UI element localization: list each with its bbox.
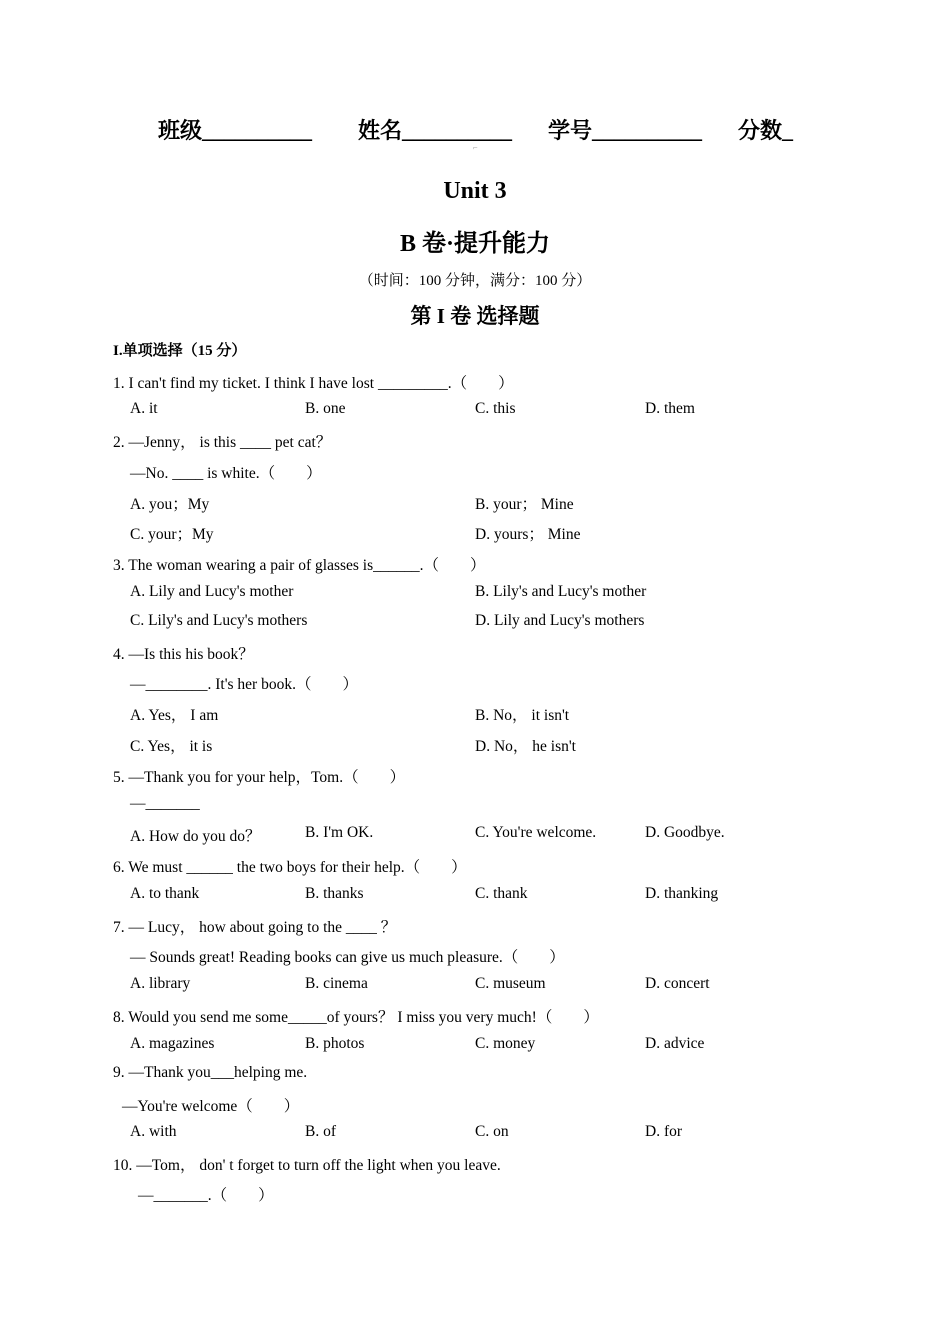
question-stem: 4. —Is this his book？ [113,646,254,663]
option-d: D. concert [645,975,710,992]
option-d: D. Lily and Lucy's mothers [475,612,645,629]
option-c: C. money [475,1035,536,1052]
option-c: C. your；My [130,526,214,543]
name-field-label: 姓名__________ [358,118,513,143]
question-stem: 3. The woman wearing a pair of glasses is______.（ ） [113,557,486,574]
question-stem: 2. —Jenny， is this ____ pet cat？ [113,434,332,451]
option-c: C. museum [475,975,546,992]
option-b: B. photos [305,1035,365,1052]
option-c: C. this [475,400,516,417]
question-stem: 7. — Lucy， how about going to the ____ ？ [113,919,397,936]
option-c: C. Lily's and Lucy's mothers [130,612,308,629]
question-stem: 10. —Tom， don' t forget to turn off the light when you leave. [113,1157,501,1174]
option-c: C. thank [475,885,528,902]
option-a: A. to thank [130,885,200,902]
question-stem: 1. I can't find my ticket. I think I have lost _________.（ ） [113,375,514,392]
option-d: D. for [645,1123,683,1140]
question-stem-line: —_______.（ ） [138,1187,274,1204]
option-b: B. I'm OK. [305,824,374,841]
question-stem: 6. We must ______ the two boys for their help.（ ） [113,859,467,876]
unit-title: Unit 3 [443,178,507,204]
question-stem: 9. —Thank you___helping me. [113,1064,308,1081]
question-stem-line: — Sounds great! Reading books can give us much pleasure.（ ） [130,949,565,966]
part-title: 第 I 卷 选择题 [410,304,540,328]
score-field-label: 分数_ [738,118,794,143]
option-a: A. magazines [130,1035,215,1052]
option-d: D. yours； Mine [475,526,581,543]
option-a: A. with [130,1123,177,1140]
option-b: B. Lily's and Lucy's mother [475,583,647,600]
option-a: A. Yes， I am [130,707,219,724]
paper-title: B 卷·提升能力 [399,231,550,257]
option-a: A. library [130,975,191,992]
student-id-field-label: 学号__________ [548,118,703,143]
time-info: （时间：100 分钟，满分：100 分） [358,273,592,289]
question-stem-line: —_______ [130,795,200,812]
question-stem-line: —________. It's her book.（ ） [130,676,358,693]
class-field-label: 班级__________ [158,118,313,143]
option-a: A. How do you do？ [130,828,261,845]
option-d: D. No， he isn't [475,738,576,755]
option-b: B. No， it isn't [475,707,570,724]
option-b: B. one [305,400,346,417]
option-d: D. thanking [645,885,719,902]
option-b: B. your； Mine [475,496,574,513]
option-c: C. You're welcome. [475,824,597,841]
option-b: B. cinema [305,975,368,992]
question-stem: 8. Would you send me some_____of yours？ I miss you very much!（ ） [113,1009,599,1026]
paragraph-mark: ⌐ [473,143,478,152]
question-stem-line: —You're welcome（ ） [122,1098,300,1115]
option-b: B. thanks [305,885,364,902]
option-c: C. on [475,1123,509,1140]
option-a: A. it [130,400,158,417]
option-b: B. of [305,1123,336,1140]
option-d: D. them [645,400,695,417]
option-a: A. you；My [130,496,210,513]
option-d: D. Goodbye. [645,824,725,841]
section-heading: I.单项选择（15 分） [113,343,247,359]
question-stem-line: —No. ____ is white.（ ） [130,465,322,482]
option-c: C. Yes， it is [130,738,213,755]
option-d: D. advice [645,1035,705,1052]
question-stem: 5. —Thank you for your help，Tom.（ ） [113,769,406,786]
option-a: A. Lily and Lucy's mother [130,583,294,600]
